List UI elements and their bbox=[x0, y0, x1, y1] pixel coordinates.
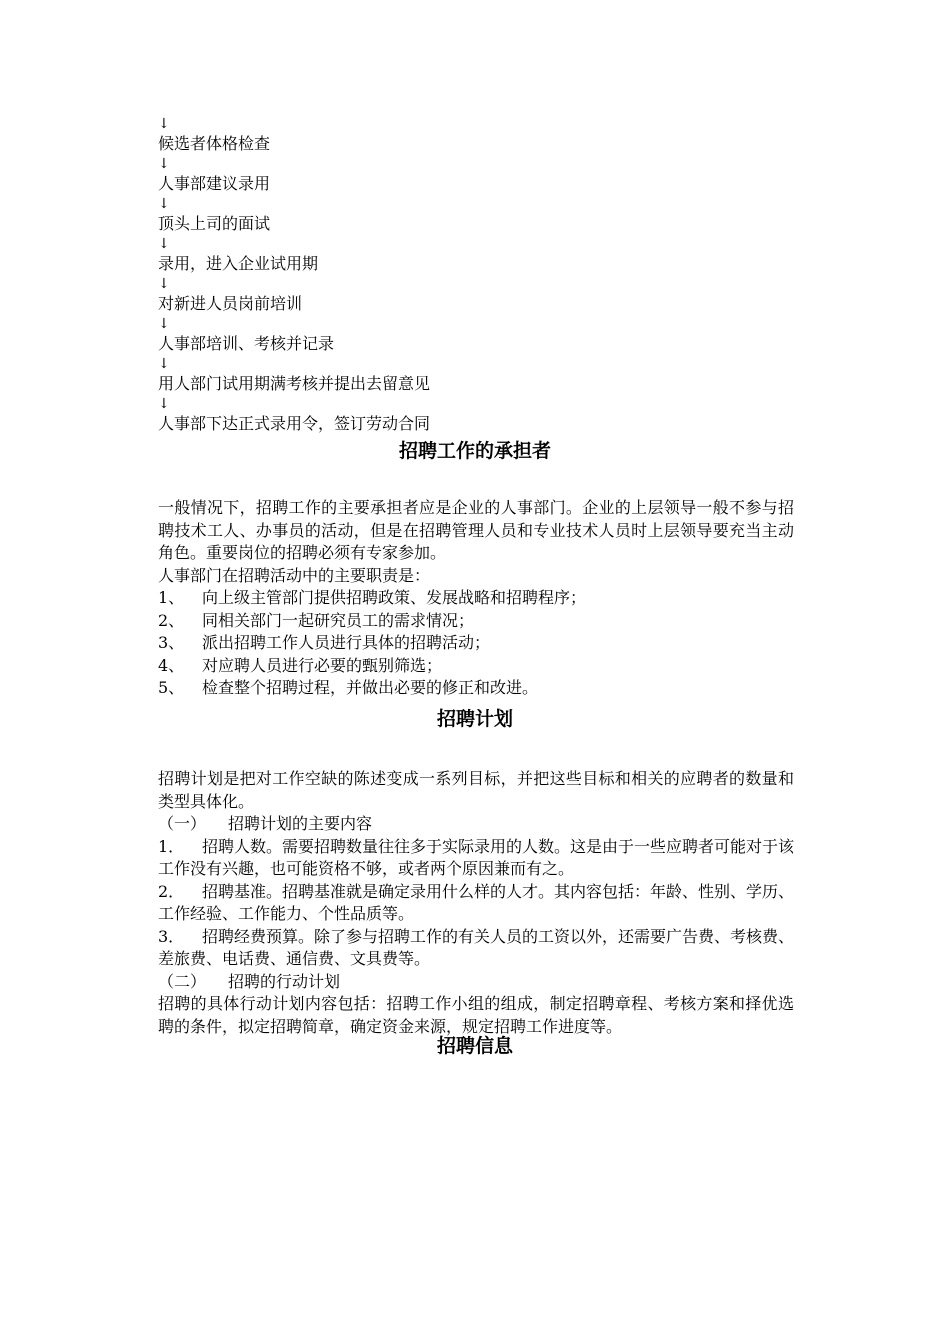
list-item bbox=[158, 610, 794, 633]
flow-arrow: ↓ bbox=[158, 196, 170, 212]
paragraph: 招聘的具体行动计划内容包括：招聘工作小组的组成，制定招聘章程、考核方案和择优选聘的条件，拟定招聘简章，确定资金来源，规定招聘工作进度等。 bbox=[158, 994, 794, 1036]
numbered-paragraph bbox=[158, 926, 794, 971]
subheading bbox=[158, 971, 794, 994]
list-item bbox=[158, 587, 794, 610]
item-number: 1． bbox=[158, 836, 185, 856]
list-item bbox=[158, 655, 794, 678]
paragraph: 人事部门在招聘活动中的主要职责是： bbox=[158, 565, 431, 585]
subheading bbox=[158, 813, 794, 836]
flow-step: 候选者体格检查 bbox=[158, 134, 271, 153]
flow-arrow: ↓ bbox=[158, 276, 170, 292]
flow-arrow: ↓ bbox=[158, 156, 170, 172]
flow-step: 用人部门试用期满考核并提出去留意见 bbox=[158, 374, 431, 393]
subheading-number: （一） bbox=[158, 814, 207, 833]
flow-step: 对新进人员岗前培训 bbox=[158, 294, 303, 313]
recruitment-flowchart bbox=[158, 114, 798, 434]
flow-step: 录用，进入企业试用期 bbox=[158, 254, 319, 273]
list-number: 2、 bbox=[158, 610, 185, 630]
numbered-paragraph bbox=[158, 881, 794, 926]
list-number: 3、 bbox=[158, 633, 185, 652]
flow-arrow: ↓ bbox=[158, 236, 170, 252]
flow-arrow: ↓ bbox=[158, 316, 170, 332]
paragraph: 招聘计划是把对工作空缺的陈述变成一系列目标，并把这些目标和相关的应聘者的数量和类型具体化。 bbox=[158, 769, 794, 811]
list-number: 5、 bbox=[158, 678, 185, 697]
list-number: 1、 bbox=[158, 588, 185, 607]
section-heading: 招聘工作的承担者 bbox=[398, 440, 551, 462]
subheading-number: （二） bbox=[158, 971, 207, 991]
list-text: 同相关部门一起研究员工的需求情况； bbox=[202, 610, 475, 630]
item-text: 招聘基准。招聘基准就是确定录用什么样的人才。其内容包括：年龄、性别、学历、工作经验、工作能力、个性品质等。 bbox=[158, 881, 795, 923]
section-heading: 招聘信息 bbox=[436, 1035, 513, 1057]
flow-step: 人事部建议录用 bbox=[158, 174, 271, 193]
list-text: 检查整个招聘过程，并做出必要的修正和改进。 bbox=[202, 678, 539, 697]
section-body-recruiters bbox=[158, 497, 794, 700]
item-number: 2． bbox=[158, 881, 185, 901]
item-number: 3． bbox=[158, 926, 185, 946]
list-text: 向上级主管部门提供招聘政策、发展战略和招聘程序； bbox=[202, 588, 587, 607]
flow-arrow: ↓ bbox=[158, 396, 170, 412]
flow-step: 人事部培训、考核并记录 bbox=[158, 334, 335, 353]
list-text: 对应聘人员进行必要的甄别筛选； bbox=[202, 655, 443, 675]
section-heading: 招聘计划 bbox=[436, 708, 513, 730]
flow-arrow: ↓ bbox=[158, 356, 170, 372]
subheading-text: 招聘的行动计划 bbox=[228, 971, 341, 991]
item-text: 招聘人数。需要招聘数量往往多于实际录用的人数。这是由于一些应聘者可能对于该工作没有兴趣，也可能资格不够，或者两个原因兼而有之。 bbox=[158, 836, 795, 878]
flow-step: 人事部下达正式录用令，签订劳动合同 bbox=[158, 414, 431, 433]
list-number: 4、 bbox=[158, 655, 185, 675]
subheading-text: 招聘计划的主要内容 bbox=[228, 814, 373, 833]
paragraph: 一般情况下，招聘工作的主要承担者应是企业的人事部门。企业的上层领导一般不参与招聘技术工人、办事员的活动，但是在招聘管理人员和专业技术人员时上层领导要充当主动角色。重要岗位的招聘必须有专家参加。 bbox=[158, 498, 794, 562]
list-text: 派出招聘工作人员进行具体的招聘活动； bbox=[202, 633, 491, 652]
numbered-paragraph bbox=[158, 836, 794, 881]
item-text: 招聘经费预算。除了参与招聘工作的有关人员的工资以外，还需要广告费、考核费、差旅费、电话费、通信费、文具费等。 bbox=[158, 926, 795, 968]
list-item bbox=[158, 632, 794, 655]
flow-step: 顶头上司的面试 bbox=[158, 214, 271, 233]
list-item bbox=[158, 677, 794, 700]
section-body-plan bbox=[158, 768, 794, 1038]
flow-arrow: ↓ bbox=[158, 116, 170, 132]
